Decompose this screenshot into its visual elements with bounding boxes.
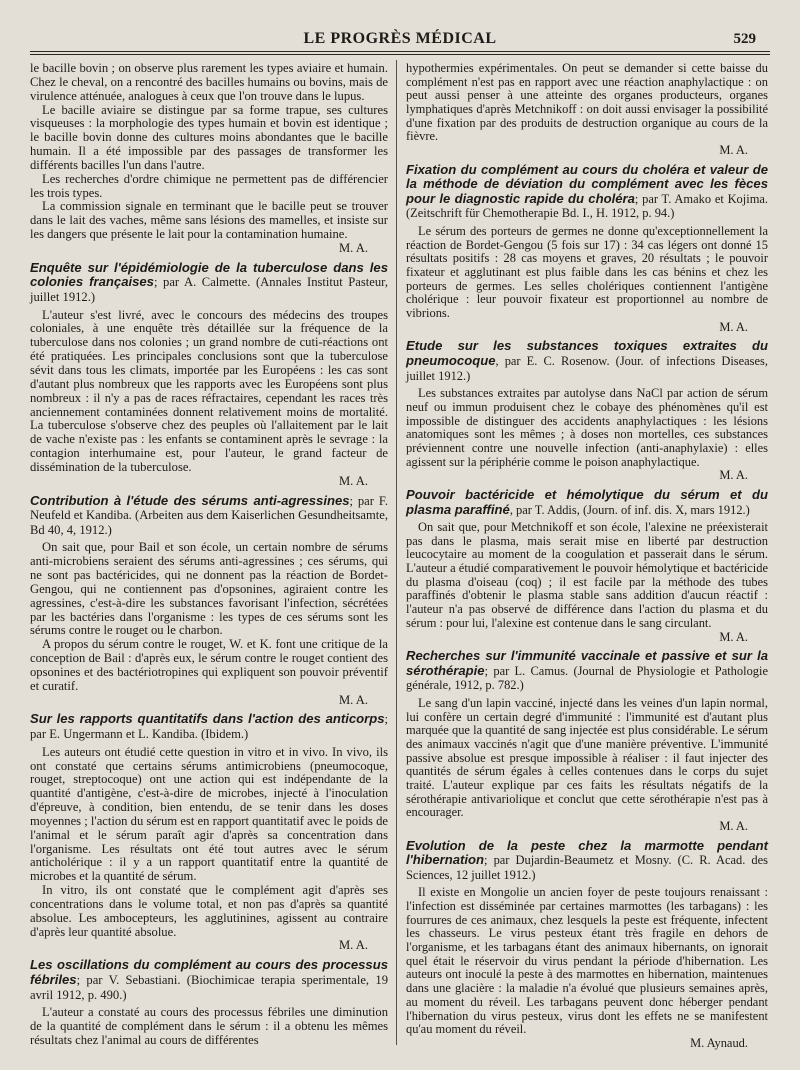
article-title: Evolution de la peste chez la marmotte pendant l'hibernation bbox=[406, 837, 768, 868]
article-reference: ; par V. Sebastiani. (Biochimicae terapia sperimentale, 19 avril 1912, p. 490.) bbox=[30, 972, 388, 1002]
column-divider bbox=[396, 60, 397, 1045]
article-reference: ; par E. Ungermann et L. Kandiba. (Ibidem.) bbox=[30, 712, 388, 742]
right-articles bbox=[406, 163, 768, 1051]
signature: M. A. bbox=[719, 819, 748, 833]
paragraph: In vitro, ils ont constaté que le complément agit d'après ses concentrations dans le volume total, et non pas d'après sa quantité absolue. Les ambocepteurs, les agglutinines, agissent au contraire d'après leur quantité absolue. bbox=[30, 883, 388, 939]
article bbox=[406, 339, 768, 482]
article-title: Pouvoir bactéricide et hémolytique du sérum et du plasma paraffiné bbox=[406, 486, 768, 517]
article-heading bbox=[30, 261, 388, 305]
article-reference: ; par T. Amako et Kojima. (Zeitschrift für Chemotherapie Bd. I., H. 1912, p. 94.) bbox=[406, 191, 768, 221]
article-reference: ; par L. Camus. (Journal de Physiologie et Pathologie générale, 1912, p. 782.) bbox=[406, 663, 768, 693]
article-reference: , par T. Addis, (Journ. of inf. dis. X, mars 1912.) bbox=[509, 502, 750, 517]
article-heading bbox=[30, 958, 388, 1002]
page-header bbox=[0, 30, 800, 52]
article bbox=[30, 958, 388, 1047]
right-intro bbox=[406, 62, 768, 158]
paragraph: Les substances extraites par autolyse dans NaCl par action de sérum neuf ou immun produisent chez le cobaye des phénomènes qu'il est impossible de distinguer des accidents anaphylactiques : les lésions anatomiques sont les mêmes ; à doses non mortelles, ces substances préviennent contre une nouvelle infection (anti-anaphylaxie) : elles agissent sur la périphérie comme le poison anaphylactique. bbox=[406, 386, 768, 469]
header-rule bbox=[30, 51, 770, 52]
article-heading bbox=[30, 712, 388, 741]
article-reference: ; par F. Neufeld et Kandiba. (Arbeiten aus dem Kaiserlichen Gesundheitsamte, Bd 40, 4, 1912.) bbox=[30, 493, 388, 537]
article-title: Sur les rapports quantitatifs dans l'action des anticorps bbox=[30, 711, 385, 727]
article-title: Enquête sur l'épidémiologie de la tuberculose dans les colonies françaises bbox=[30, 259, 388, 290]
paragraph: A propos du sérum contre le rouget, W. et K. font une critique de la conception de Bail : d'après eux, le sérum contre le rouget contient des opsonines et des bactériotropines qui expliquent son pouvoir préventif et curatif. bbox=[30, 637, 388, 693]
signature: M. A. bbox=[719, 629, 748, 644]
signature: M. A. bbox=[338, 938, 368, 953]
paragraph: Le sérum des porteurs de germes ne donne qu'exceptionnellement la réaction de Bordet-Gengou (5 fois sur 17) : 34 cas légers ont donné 15 résultats positifs : 28 cas moyens et graves, 20 résultats ; le pouvoir fixateur et agglutinant est plus faible dans les cas bénins et chez les porteurs de germes. Les selles cholériques contiennent l'antigène cholérique : leur pouvoir fixateur est proportionnel au nombre de vibrions. bbox=[406, 224, 768, 321]
paragraph: On sait que, pour Bail et son école, un certain nombre de sérums anti-microbiens seraient des sérums anti-agressines ; ces sérums, qui ne sont pas bactéricides, qui ne donnent pas la réaction de Bordet-Gengou, qui ne contiennent pas d'opsonines, agiraient contre les agressines, c'est-à-dire les substances favorisant l'infection, sécrétées par les bactéries dans l'organisme : les types de ces sérums sont les sérums contre le rouget ou le charbon. bbox=[30, 540, 388, 638]
signature: M. A. bbox=[719, 319, 748, 334]
article-title: Recherches sur l'immunité vaccinale et passive et sur la sérothérapie bbox=[406, 648, 768, 678]
paragraph: Les auteurs ont étudié cette question in vitro et in vivo. In vivo, ils ont constaté que certains sérums antimicrobiens (pneumocoque, rouget, streptocoque) ont une action qui est indépendante de la quantité d'antigène, c'est-à-dire de microbes, injecté à l'inoculation d'épreuve, à condition, bien entendu, de se tenir dans les doses moyennes ; l'action du sérum est en rapport quantitatif avec le poids de l'animal et le sérum paraît agir d'après sa concentration dans l'organisme. Les résultats ont été tout autres avec le sérum anticholérique : il y a un rapport quantitatif entre la quantité de microbes et la quantité de sérum. bbox=[30, 744, 388, 884]
article bbox=[30, 494, 388, 708]
paragraph: Les recherches d'ordre chimique ne permettent pas de différencier les trois types. bbox=[30, 171, 388, 200]
article bbox=[406, 649, 768, 834]
article-heading bbox=[406, 649, 768, 693]
signature: M. A. bbox=[338, 692, 368, 707]
right-column bbox=[406, 62, 768, 1051]
article-title: Contribution à l'étude des sérums anti-agressines bbox=[30, 492, 350, 508]
left-column bbox=[30, 62, 388, 1048]
signature: M. A. bbox=[719, 143, 748, 158]
article-heading bbox=[406, 839, 768, 883]
article-heading bbox=[406, 488, 768, 517]
paragraph: le bacille bovin ; on observe plus rarement les types aviaire et humain. Chez le cheval, on a rencontré des bacilles humains ou bovins, mais de virulence atténuée, analogues à ceux que l'on trouve dans le lupus. bbox=[30, 61, 388, 103]
paragraph: L'auteur a constaté au cours des processus fébriles une diminution de la quantité de complément dans le sérum : il a obtenu les mêmes résultats chez l'animal au cours de différentes bbox=[30, 1005, 388, 1047]
paragraph: hypothermies expérimentales. On peut se demander si cette baisse du complément n'est pas en rapport avec une réaction anaphylactique : on peut aussi penser à une atteinte des organes producteurs, organes lymphatiques d'après Metchnikoff : on doit aussi envisager la possibilité d'une fixation par des produits de destruction organique au cours de la fièvre. bbox=[406, 61, 768, 144]
article-heading bbox=[406, 339, 768, 383]
paragraph: L'auteur s'est livré, avec le concours des médecins des troupes coloniales, à une enquête très détaillée sur la fréquence de la tuberculose dans nos colonies ; un grand nombre de cuti-réactions ont été pratiquées. Les principales conclusions sont que la tuberculose sévit dans tous les climats, importée par les Européens : les cas sont d'autant plus nombreux que les rapports avec les Européens sont plus nombreux : il n'y a pas de races réfractaires, cependant les races très anciennement contaminées donnent relativement moins de mortalité. La tuberculose s'observe chez des peuples où l'allaitement par le lait de vache n'existe pas : les enfants se contaminent après le sevrage : la contagion interhumaine est, pour l'auteur, le grand facteur de dissémination de la tuberculose. bbox=[30, 307, 388, 474]
article bbox=[30, 261, 388, 489]
article bbox=[406, 163, 768, 335]
article-heading bbox=[30, 494, 388, 538]
left-articles bbox=[30, 261, 388, 1048]
running-title: LE PROGRÈS MÉDICAL bbox=[303, 30, 497, 47]
paragraph: Le bacille aviaire se distingue par sa forme trapue, ses cultures visqueuses : la morphologie des types humain et bovin est identique ; le bacille bovin donne des cultures moins abondantes que le bacille humain. Il a été impossible par des passages de transformer les différents bacilles l'un dans l'autre. bbox=[30, 102, 388, 172]
article bbox=[30, 712, 388, 953]
signature: M. A. bbox=[338, 240, 368, 255]
left-intro bbox=[30, 62, 388, 256]
paragraph: La commission signale en terminant que le bacille peut se trouver dans le lait des vaches, même sans lésions des mamelles, et insiste sur les dangers que présente le lait pour la contamination humaine. bbox=[30, 199, 388, 242]
paragraph: Il existe en Mongolie un ancien foyer de peste toujours renaissant : l'infection est disséminée par certaines marmottes (les tarbagans) : les fourrures de ces animaux, chez lesquels la peste est fréquente, infectent les chasseurs. Le virus pesteux étant très fragile en dehors de l'organisme, et les tarbagans étant des animaux hibernants, on ignorait quel était le réservoir du virus pendant la période d'hibernation. Les auteurs ont inoculé la peste à des marmottes en hibernation, maintenues dans une glacière : la maladie n'a évolué que plusieurs semaines après, au moment du réveil. Les tarbagans peuvent donc héberger pendant l'hibernation du virus pesteux, virus dont les effets ne se manifestent qu'au moment du réveil. bbox=[406, 885, 768, 1037]
article-reference: ; par Dujardin-Beaumetz et Mosny. (C. R. Acad. des Sciences, 12 juillet 1912.) bbox=[406, 853, 768, 882]
paragraph: On sait que, pour Metchnikoff et son école, l'alexine ne préexisterait pas dans le plasma, mais serait mise en liberté par destruction leucocytaire au moment de la coogulation et passerait dans le sérum. L'auteur a étudié comparativement le pouvoir hémolytique et bactéricide du plasma d'oiseau (coq) ; il est facile par la méthode des tubes paraffinés d'obtenir le plasma stable sans addition d'aucun réactif : l'auteur n'a pas observé de différence dans l'action du plasma et du sérum : pour lui, l'alexine est contenue dans le sang circulant. bbox=[406, 520, 768, 630]
article-reference: ; par A. Calmette. (Annales Institut Pasteur, juillet 1912.) bbox=[30, 275, 388, 304]
article-title: Les oscillations du complément au cours des processus fébriles bbox=[30, 957, 388, 987]
signature: M. Aynaud. bbox=[690, 1035, 748, 1050]
header-rule-thin bbox=[30, 54, 770, 55]
article-title: Fixation du complément au cours du choléra et valeur de la méthode de déviation du complément avec les fèces pour le diagnostic rapide du choléra bbox=[406, 161, 768, 206]
article bbox=[406, 488, 768, 644]
signature: M. A. bbox=[338, 473, 368, 488]
article bbox=[406, 839, 768, 1051]
paragraph: Le sang d'un lapin vacciné, injecté dans les veines d'un lapin normal, lui confère un certain degré d'immunité : l'immunité est d'autant plus marquée que la quantité de sang injectée est plus considérable. Le sérum des animaux vaccinés n'agit que d'une manière préventive. L'immunité passive absolue est presque impossible à réaliser : il faut injecter des quantités de sérum égales à celles contenues dans le corps du sujet traité. L'auteur explique par ces faits les résultats négatifs de la sérothérapie antivariolique et conclut que cette sérothérapie n'est pas à encourager. bbox=[406, 695, 768, 820]
article-title: Etude sur les substances toxiques extraites du pneumocoque bbox=[406, 338, 768, 369]
article-reference: , par E. C. Rosenow. (Jour. of infections Diseases, juillet 1912.) bbox=[406, 354, 768, 383]
signature: M. A. bbox=[719, 468, 748, 483]
article-heading bbox=[406, 163, 768, 221]
page-number: 529 bbox=[733, 31, 756, 47]
